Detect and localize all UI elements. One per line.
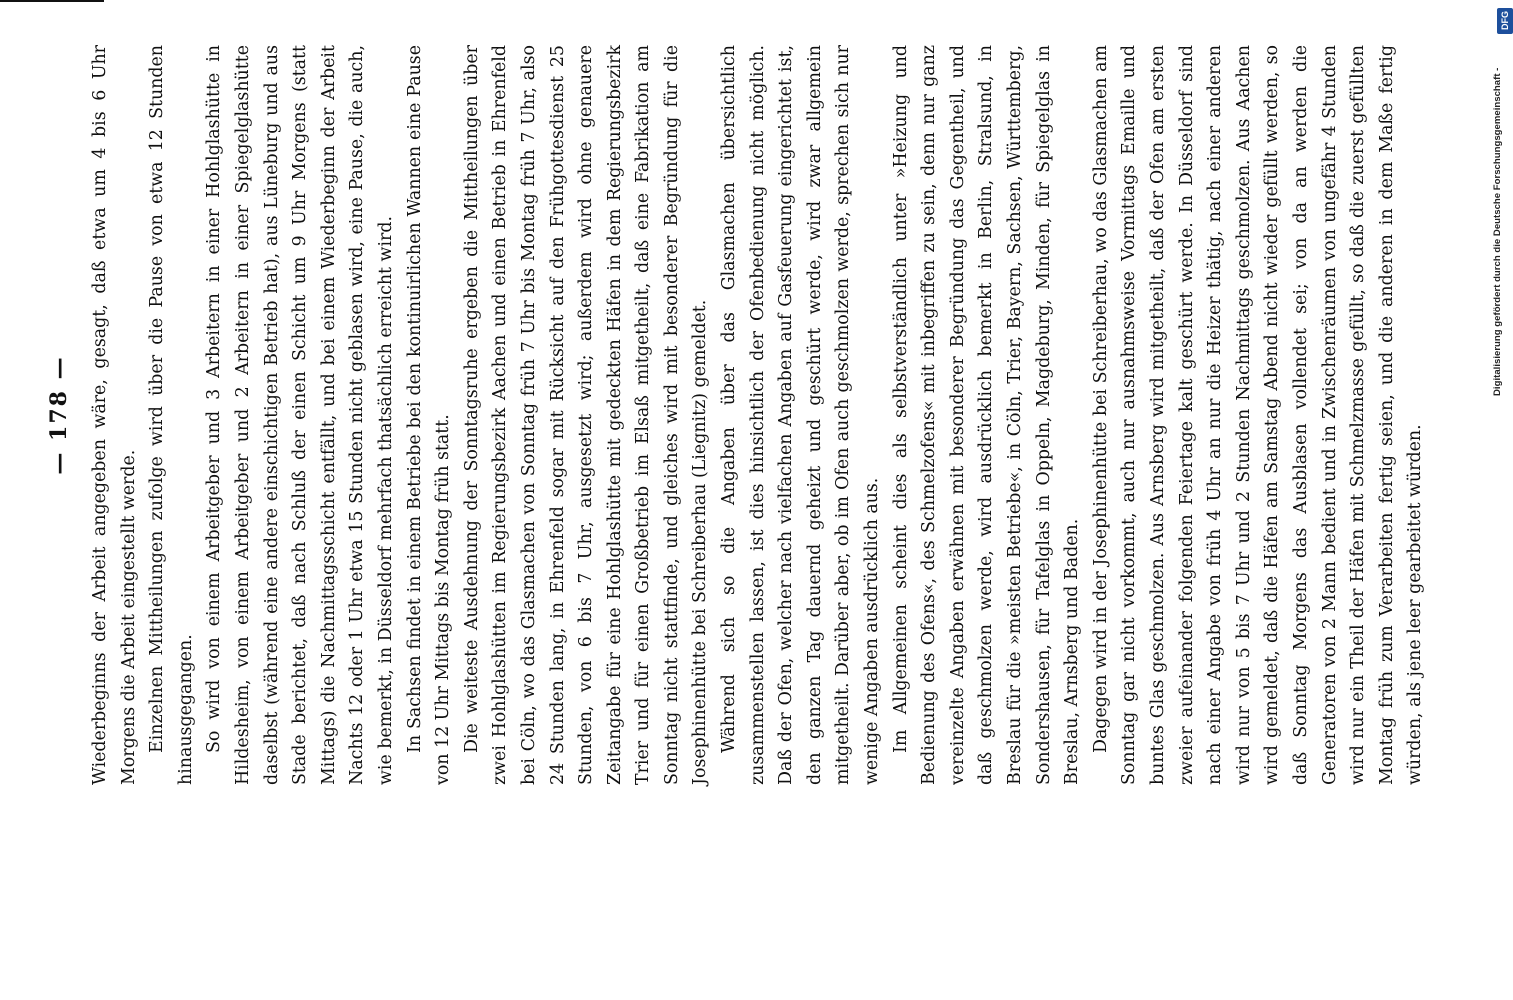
dfg-logo: DFG: [1497, 8, 1513, 34]
paragraph: Während sich so die Angaben über das Glasmachen übersichtlich zusammenstellen lassen, ist dies hinsichtlich der Ofenbedienung nicht möglich. Daß der Ofen, welcher nach vielfachen Angaben auf Gasfeuerung eingerichtet ist, den ganzen Tag dauernd geheizt und geschürt werde, wird zwar allgemein mitgetheilt. Darüber aber, ob im Ofen auch geschmolzen werde, sprechen sich nur wenige Angaben ausdrücklich aus.: [719, 45, 883, 785]
page-number: — 178 —: [46, 355, 72, 475]
digitization-credit: Digitalisierung gefördert durch die Deutsche Forschungsgemeinschaft -: [1492, 67, 1503, 396]
paragraph: In Sachsen findet in einem Betriebe bei den kontinuirlichen Wannen eine Pause von 12 Uhr Mittags bis Montag früh statt.: [404, 45, 454, 785]
paragraph: Die weiteste Ausdehnung der Sonntagsruhe ergeben die Mittheilungen über zwei Hohlglashütten im Regierungsbezirk Aachen und einen Betrieb in Ehrenfeld bei Cöln, wo das Glasmachen von Sonntag früh 7 Uhr bis Montag früh 7 Uhr, also 24 Stunden lang, in Ehrenfeld sogar mit Rücksicht auf den Frühgottesdienst 25 Stunden, von 6 bis 7 Uhr, ausgesetzt wird; außerdem wird ohne genauere Zeitangabe für eine Hohlglashütte mit gedeckten Häfen in dem Regierungsbezirk Trier und für einen Großbetrieb im Elsaß mitgetheilt, daß eine Fabrikation am Sonntag nicht stattfinde, und gleiches wird mit besonderer Begründung für die Josephinenhütte bei Schreiberhau (Liegnitz) gemeldet.: [461, 45, 711, 785]
paragraph: Wiederbeginns der Arbeit angegeben wäre, gesagt, daß etwa um 4 bis 6 Uhr Morgens die Arbeit eingestellt werde.: [90, 45, 139, 785]
paragraph: So wird von einem Arbeitgeber und 3 Arbeitern in einer Hohlglashütte in Hildesheim, von einem Arbeitgeber und 2 Arbeitern in einer Spiegelglashütte daselbst (während eine andere einschichtigen Betrieb hat), aus Lüneburg und aus Stade berichtet, daß nach Schluß der einen Schicht um 9 Uhr Morgens (statt Mittags) die Nachmittagsschicht entfällt, und bei einem Wiederbeginn der Arbeit Nachts 12 oder 1 Uhr etwa 15 Stunden nicht geblasen wird, eine Pause, die auch, wie bemerkt, in Düsseldorf mehrfach thatsächlich erreicht wird.: [204, 45, 396, 785]
page-content: [40, 45, 1430, 785]
paragraph: Dagegen wird in der Josephinenhütte bei Schreiberhau, wo das Glasmachen am Sonntag gar nicht vorkommt, auch nur ausnahmsweise Vormittags Emaille und buntes Glas geschmolzen. Aus Arnsberg wird mitgetheilt, daß der Ofen am ersten zweier aufeinander folgenden Feiertage kalt geschürt werde. In Düsseldorf sind nach einer Angabe von früh 4 Uhr an nur die Heizer thätig, nach einer anderen wird nur von 5 bis 7 Uhr und 2 Stunden Nachmittags geschmolzen. Aus Aachen wird gemeldet, daß die Häfen am Samstag Abend nicht wieder gefüllt werden, so daß Sonntag Morgens das Ausblasen vollendet sei; von da an werden die Generatoren von 2 Mann bedient und in Zwischenräumen von ungefähr 4 Stunden wird nur ein Theil der Häfen mit Schmelzmasse gefüllt, so daß die zuerst gefüllten Montag früh zum Verarbeiten fertig seien, und die anderen in dem Maße fertig würden, als jene leer gearbeitet würden.: [1090, 45, 1426, 785]
paragraph: Einzelnen Mittheilungen zufolge wird über die Pause von etwa 12 Stunden hinausgegangen.: [147, 45, 196, 785]
paragraph: Im Allgemeinen scheint dies als selbstverständlich unter »Heizung und Bedienung des Ofens«, des Schmelzofens« mit inbegriffen zu sein, denn nur ganz vereinzelte Angaben erwähnen mit besonderer Begründung das Gegentheil, und daß geschmolzen werde, wird ausdrücklich bemerkt in Berlin, Stralsund, in Breslau für die »meisten Betriebe«, in Cöln, Trier, Bayern, Sachsen, Württemberg, Sondershausen, für Tafelglas in Oppeln, Magdeburg, Minden, für Spiegelglas in Breslau, Arnsberg und Baden.: [890, 45, 1083, 785]
